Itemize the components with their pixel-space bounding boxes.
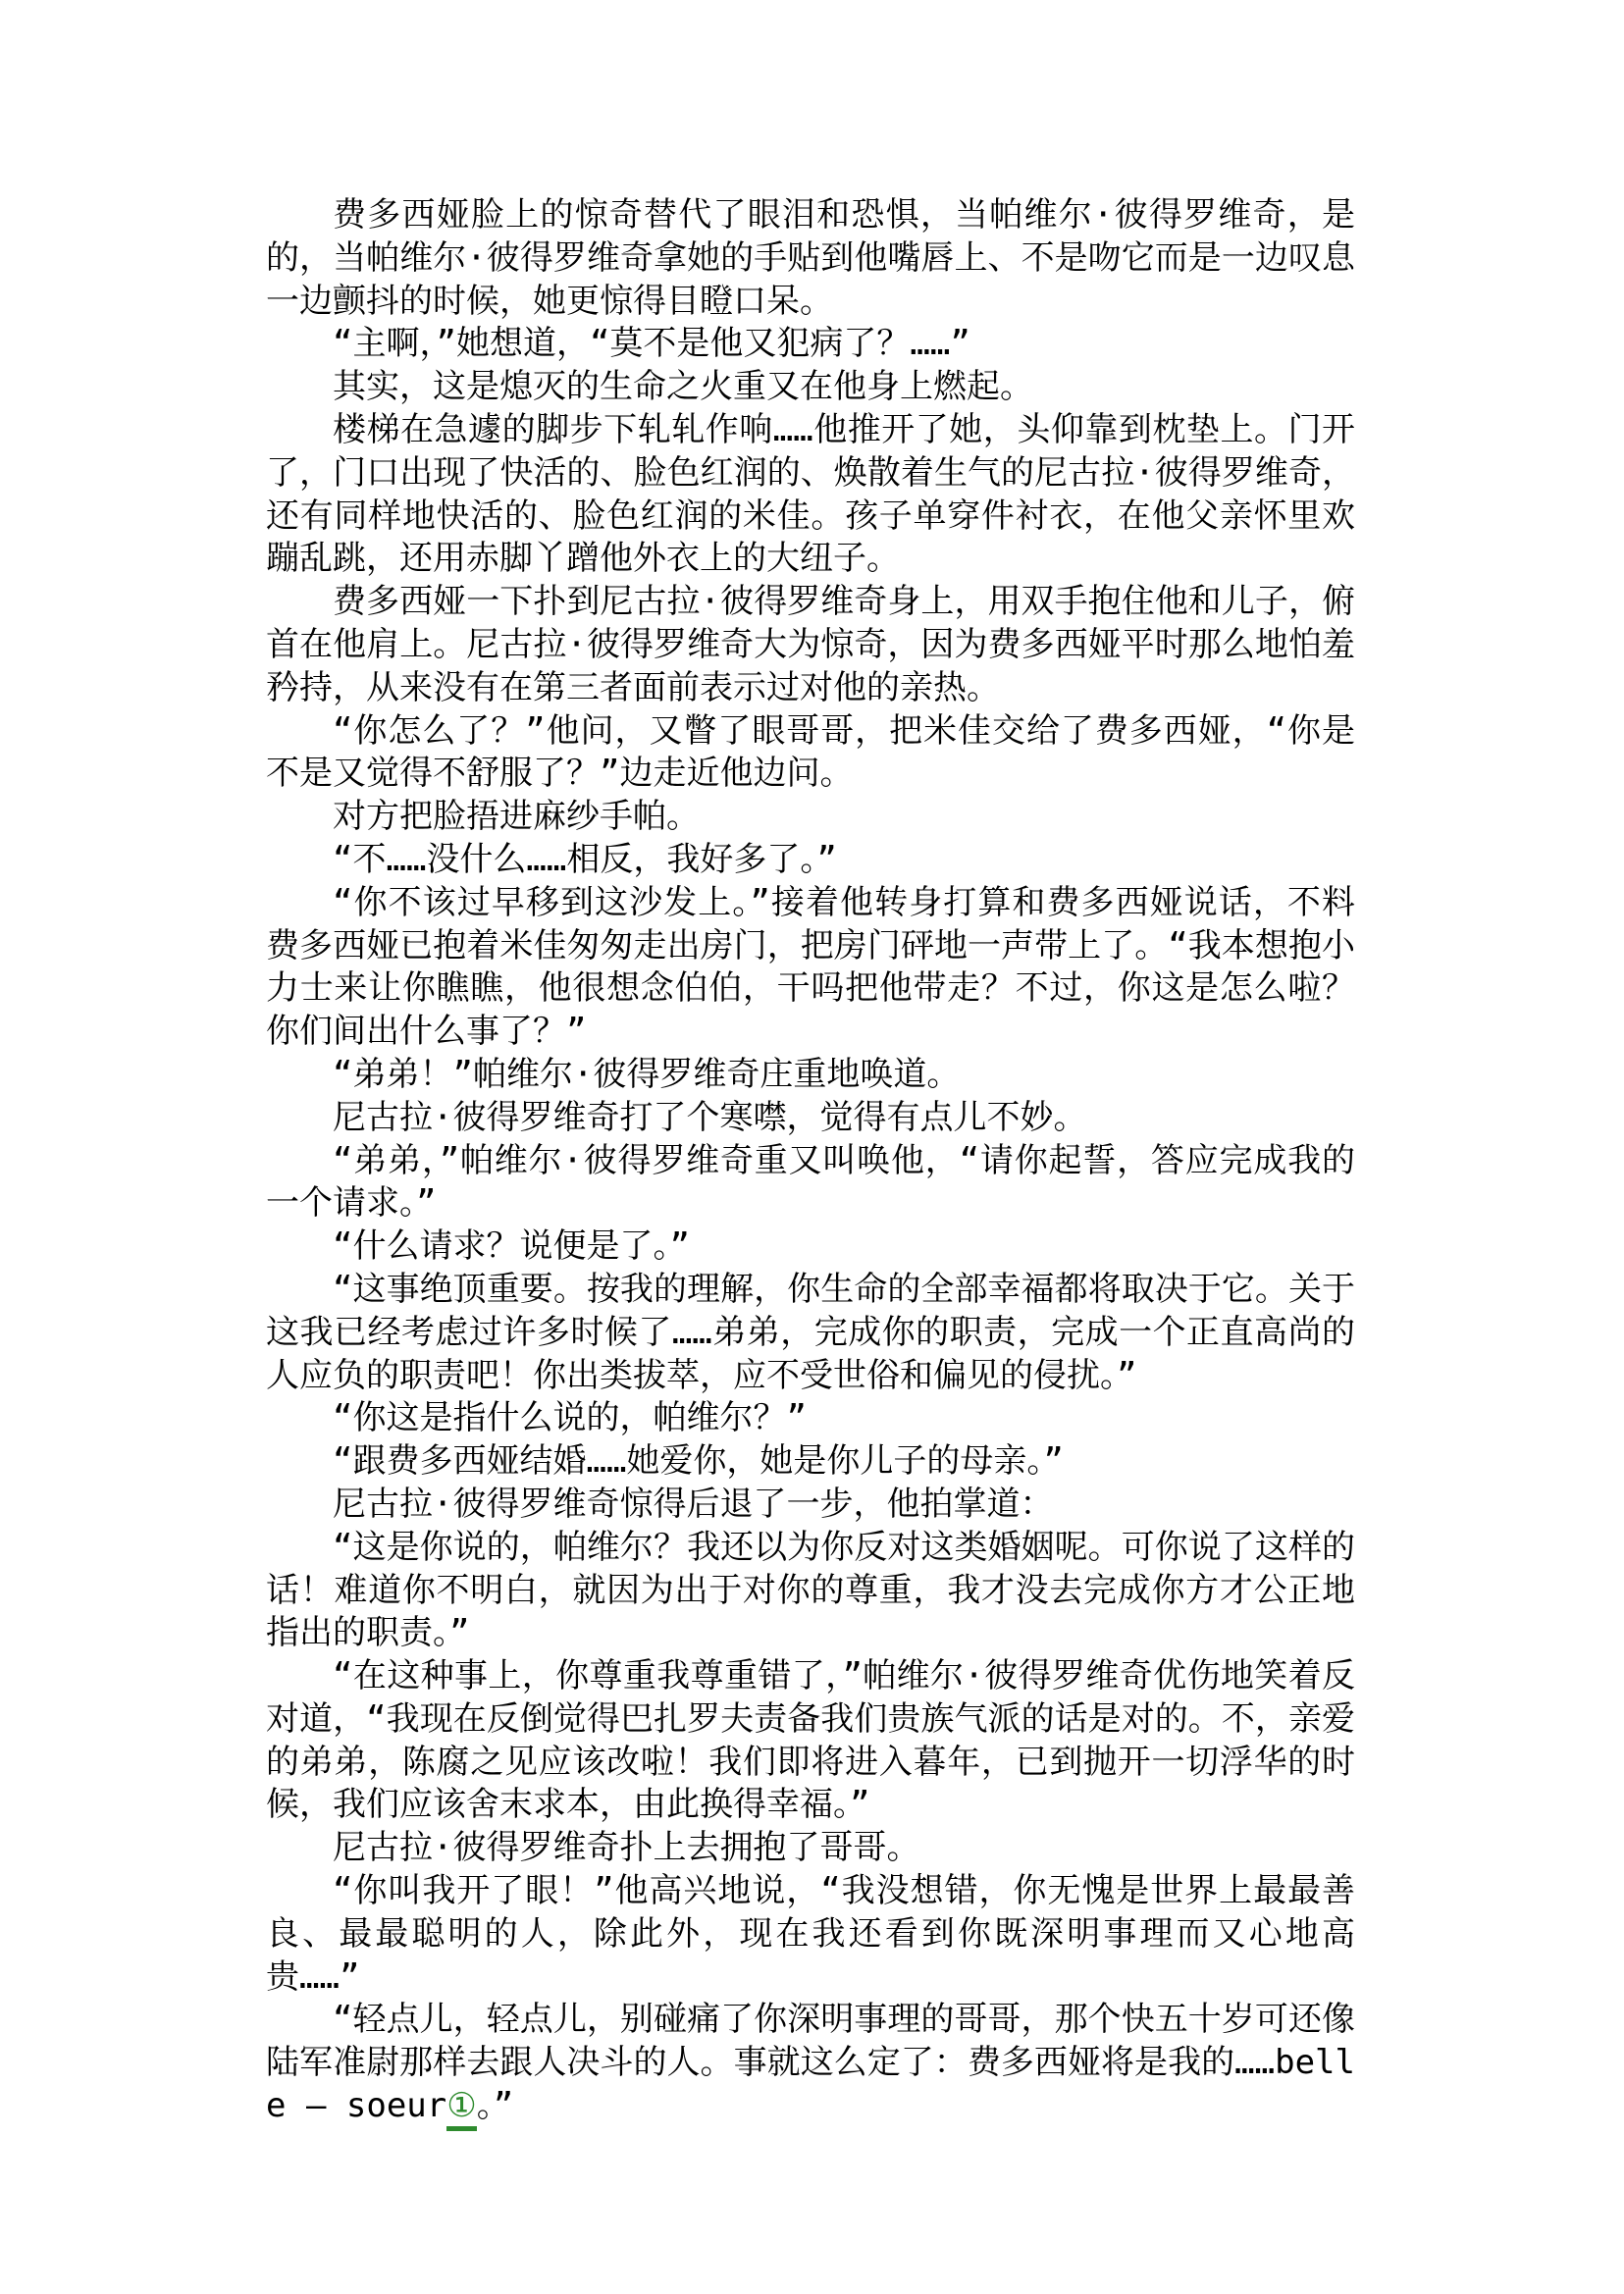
paragraph: “轻点儿，轻点儿，别碰痛了你深明事理的哥哥，那个快五十岁可还像陆军准尉那样去跟人决斗的人。事就这么定了：费多西娅将是我的……belle — soeur①。” <box>266 1999 1355 2127</box>
paragraph: 尼古拉·彼得罗维奇扑上去拥抱了哥哥。 <box>333 1828 920 1868</box>
paragraph: 尼古拉·彼得罗维奇惊得后退了一步，他拍掌道： <box>333 1484 1054 1524</box>
paragraph: 楼梯在急遽的脚步下轧轧作响……他推开了她，头仰靠到枕垫上。门开了，门口出现了快活的、脸色红润的、焕散着生气的尼古拉·彼得罗维奇，还有同样地快活的、脸色红润的米佳。孩子单穿件衬衣，在他父亲怀里欢蹦乱跳，还用赤脚丫蹭他外衣上的大纽子。 <box>266 409 1355 579</box>
paragraph: “这事绝顶重要。按我的理解，你生命的全部幸福都将取决于它。关于这我已经考虑过许多时候了……弟弟，完成你的职责，完成一个正直高尚的人应负的职责吧！你出类拔萃，应不受世俗和偏见的侵扰。” <box>266 1269 1355 1395</box>
paragraph: “你这是指什么说的，帕维尔？” <box>333 1398 807 1438</box>
paragraph: “你怎么了？”他问，又瞥了眼哥哥，把米佳交给了费多西娅，“你是不是又觉得不舒服了？”边走近他边问。 <box>266 710 1355 794</box>
paragraph: “什么请求？说便是了。” <box>333 1226 690 1267</box>
paragraph: 对方把脸捂进麻纱手帕。 <box>333 797 700 837</box>
paragraph: “这是你说的，帕维尔？我还以为你反对这类婚姻呢。可你说了这样的话！难道你不明白，就因为出于对你的尊重，我才没去完成你方才公正地指出的职责。” <box>266 1527 1355 1653</box>
paragraph: 费多西娅一下扑到尼古拉·彼得罗维奇身上，用双手抱住他和儿子，俯首在他肩上。尼古拉·彼得罗维奇大为惊奇，因为费多西娅平时那么地怕羞矜持，从来没有在第三者面前表示过对他的亲热。 <box>266 582 1355 707</box>
footnote-marker-link[interactable]: ① <box>446 2086 476 2131</box>
paragraph: “弟弟，”帕维尔·彼得罗维奇重又叫唤他，“请你起誓，答应完成我的一个请求。” <box>266 1140 1355 1224</box>
paragraph: “主啊，”她想道，“莫不是他又犯病了？……” <box>333 324 970 364</box>
paragraph: “你不该过早移到这沙发上。”接着他转身打算和费多西娅说话，不料费多西娅已抱着米佳匆匆走出房门，把房门砰地一声带上了。“我本想抱小力士来让你瞧瞧，他很想念伯伯，干吗把他带走？不过，你这是怎么啦？你们间出什么事了？” <box>266 882 1355 1052</box>
paragraph: “不……没什么……相反，我好多了。” <box>333 839 837 879</box>
text-body <box>266 194 1355 2128</box>
paragraph: “在这种事上，你尊重我尊重错了，”帕维尔·彼得罗维奇优伤地笑着反对道，“我现在反倒觉得巴扎罗夫责备我们贵族气派的话是对的。不，亲爱的弟弟，陈腐之见应该改啦！我们即将进入暮年，已到抛开一切浮华的时候，我们应该舍末求本，由此换得幸福。” <box>266 1656 1355 1825</box>
paragraph: “弟弟！”帕维尔·彼得罗维奇庄重地唤道。 <box>333 1054 961 1094</box>
paragraph: “你叫我开了眼！”他高兴地说，“我没想错，你无愧是世界上最最善良、最最聪明的人，除此外，现在我还看到你既深明事理而又心地高贵……” <box>266 1871 1355 1997</box>
paragraph: 其实，这是熄灭的生命之火重又在他身上燃起。 <box>333 367 1033 407</box>
paragraph: “跟费多西娅结婚……她爱你，她是你儿子的母亲。” <box>333 1441 1064 1482</box>
paragraph: 费多西娅脸上的惊奇替代了眼泪和恐惧，当帕维尔·彼得罗维奇，是的，当帕维尔·彼得罗维奇拿她的手贴到他嘴唇上、不是吻它而是一边叹息一边颤抖的时候，她更惊得目瞪口呆。 <box>266 195 1355 321</box>
paragraph: 尼古拉·彼得罗维奇打了个寒噤，觉得有点儿不妙。 <box>333 1097 1087 1137</box>
